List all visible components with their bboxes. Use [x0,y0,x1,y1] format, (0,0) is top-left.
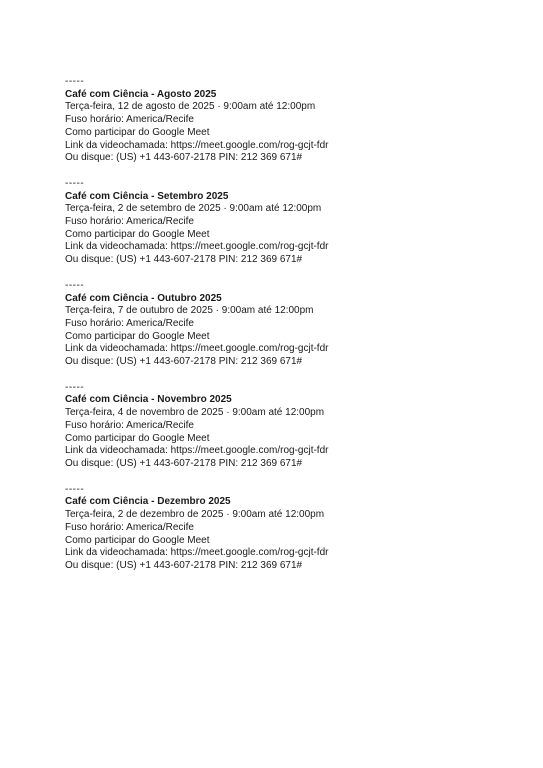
event-title: Café com Ciência - Setembro 2025 [65,190,229,202]
event-block-novembro [65,382,525,471]
event-title: Café com Ciência - Dezembro 2025 [65,496,231,508]
event-video-link: Link da videochamada: https://meet.google.com/rog-gcjt-fdr [65,445,329,457]
event-separator: ----- [65,177,85,189]
event-block-dezembro [65,484,525,573]
event-block-outubro [65,280,525,369]
event-datetime: Terça-feira, 4 de novembro de 2025 · 9:00am até 12:00pm [65,407,325,419]
event-timezone: Fuso horário: America/Recife [65,419,194,431]
event-title: Café com Ciência - Agosto 2025 [65,88,217,100]
event-block-setembro [65,178,525,267]
event-timezone: Fuso horário: America/Recife [65,114,194,126]
event-video-link: Link da videochamada: https://meet.google.com/rog-gcjt-fdr [65,547,329,559]
event-block-agosto [65,76,525,165]
event-title: Café com Ciência - Outubro 2025 [65,292,222,304]
event-timezone: Fuso horário: America/Recife [65,521,194,533]
event-video-link: Link da videochamada: https://meet.google.com/rog-gcjt-fdr [65,241,329,253]
event-dial-in: Ou disque: (US) +1 443-607-2178 PIN: 212 369 671# [65,559,303,571]
event-timezone: Fuso horário: America/Recife [65,216,194,228]
event-timezone: Fuso horário: America/Recife [65,317,194,329]
event-join-info: Como participar do Google Meet [65,432,210,444]
event-separator: ----- [65,279,85,291]
event-video-link: Link da videochamada: https://meet.google.com/rog-gcjt-fdr [65,139,329,151]
event-separator: ----- [65,381,85,393]
event-dial-in: Ou disque: (US) +1 443-607-2178 PIN: 212 369 671# [65,152,303,164]
event-join-info: Como participar do Google Meet [65,126,210,138]
event-join-info: Como participar do Google Meet [65,228,210,240]
event-dial-in: Ou disque: (US) +1 443-607-2178 PIN: 212 369 671# [65,457,303,469]
event-join-info: Como participar do Google Meet [65,330,210,342]
event-datetime: Terça-feira, 2 de setembro de 2025 · 9:00am até 12:00pm [65,203,322,215]
event-list [65,76,525,573]
event-datetime: Terça-feira, 2 de dezembro de 2025 · 9:00am até 12:00pm [65,509,325,521]
event-datetime: Terça-feira, 7 de outubro de 2025 · 9:00am até 12:00pm [65,305,314,317]
event-datetime: Terça-feira, 12 de agosto de 2025 · 9:00am até 12:00pm [65,101,316,113]
event-separator: ----- [65,483,85,495]
event-dial-in: Ou disque: (US) +1 443-607-2178 PIN: 212 369 671# [65,254,303,266]
event-video-link: Link da videochamada: https://meet.google.com/rog-gcjt-fdr [65,343,329,355]
event-separator: ----- [65,76,85,87]
event-dial-in: Ou disque: (US) +1 443-607-2178 PIN: 212 369 671# [65,356,303,368]
event-join-info: Como participar do Google Meet [65,534,210,546]
event-title: Café com Ciência - Novembro 2025 [65,394,232,406]
